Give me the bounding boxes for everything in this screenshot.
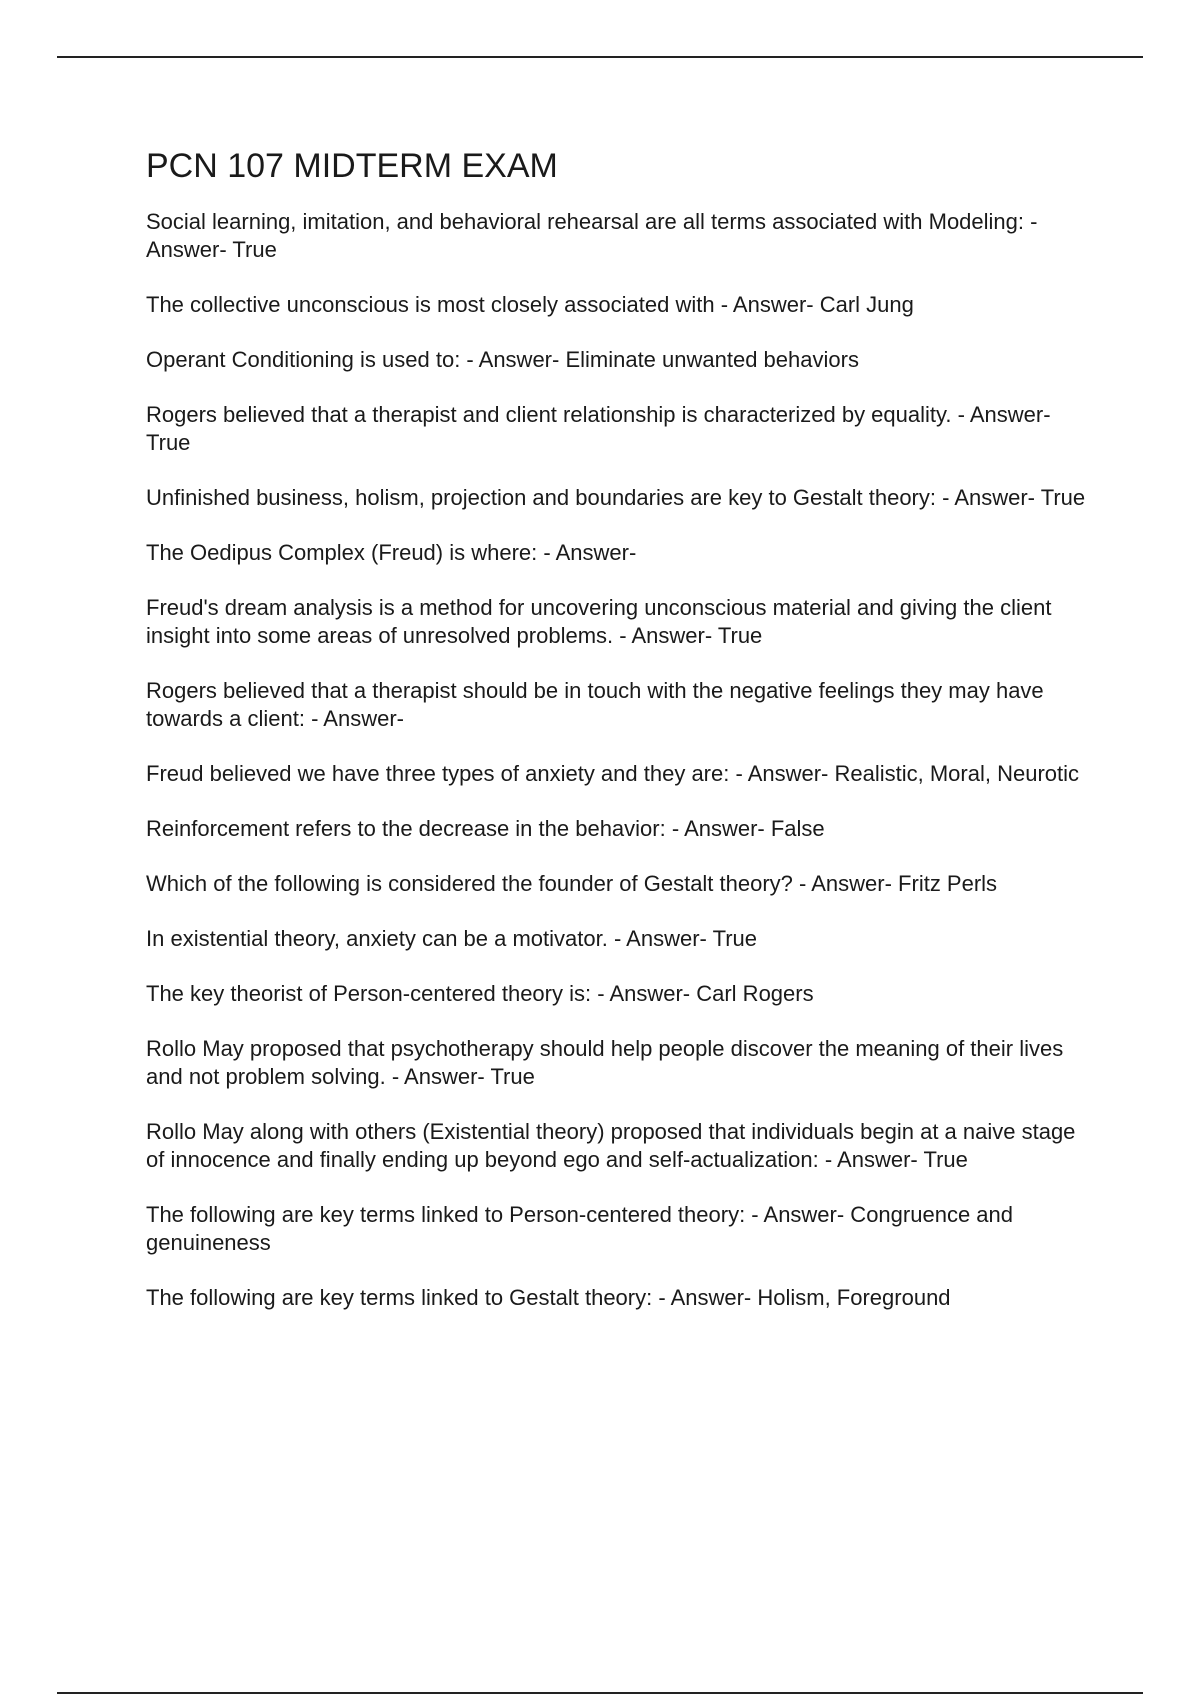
question-answer-item: Rogers believed that a therapist and client relationship is characterized by equality. - Answer- True xyxy=(146,402,1051,455)
footer-divider xyxy=(57,1692,1143,1694)
question-answer-item: Reinforcement refers to the decrease in the behavior: - Answer- False xyxy=(146,816,825,841)
question-answer-item: Which of the following is considered the founder of Gestalt theory? - Answer- Fritz Perls xyxy=(146,871,998,896)
header-divider xyxy=(57,56,1143,58)
question-answer-list xyxy=(146,208,1096,1312)
question-answer-item: Rollo May along with others (Existential theory) proposed that individuals begin at a naive stage of innocence and finally ending up beyond ego and self-actualization: - Answer- True xyxy=(146,1119,1076,1172)
question-answer-item: Operant Conditioning is used to: - Answer- Eliminate unwanted behaviors xyxy=(146,347,859,372)
question-answer-item: Rogers believed that a therapist should be in touch with the negative feelings they may have towards a client: - Answer- xyxy=(146,678,1044,731)
question-answer-item: The following are key terms linked to Person-centered theory: - Answer- Congruence and genuineness xyxy=(146,1202,1013,1255)
question-answer-item: Freud believed we have three types of anxiety and they are: - Answer- Realistic, Moral, Neurotic xyxy=(146,761,1080,786)
question-answer-item: In existential theory, anxiety can be a motivator. - Answer- True xyxy=(146,926,757,951)
question-answer-item: Rollo May proposed that psychotherapy should help people discover the meaning of their lives and not problem solving. - Answer- True xyxy=(146,1036,1064,1089)
question-answer-item: The Oedipus Complex (Freud) is where: - Answer- xyxy=(146,540,637,565)
question-answer-item: Social learning, imitation, and behavioral rehearsal are all terms associated with Modeling: - Answer- True xyxy=(146,209,1038,262)
document-body xyxy=(146,145,1096,1339)
question-answer-item: The following are key terms linked to Gestalt theory: - Answer- Holism, Foreground xyxy=(146,1285,951,1310)
question-answer-item: The collective unconscious is most closely associated with - Answer- Carl Jung xyxy=(146,292,914,317)
page-title: PCN 107 MIDTERM EXAM xyxy=(146,147,558,185)
question-answer-item: The key theorist of Person-centered theory is: - Answer- Carl Rogers xyxy=(146,981,814,1006)
question-answer-item: Unfinished business, holism, projection and boundaries are key to Gestalt theory: - Answer- True xyxy=(146,485,1086,510)
question-answer-item: Freud's dream analysis is a method for uncovering unconscious material and giving the client insight into some areas of unresolved problems. - Answer- True xyxy=(146,595,1052,648)
